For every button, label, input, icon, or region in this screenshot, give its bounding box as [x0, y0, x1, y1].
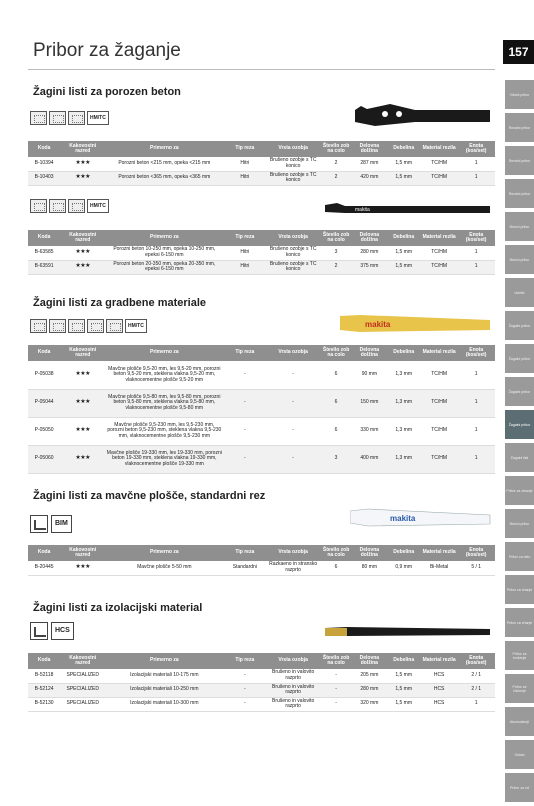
- side-tab[interactable]: Pribor za vrt: [505, 773, 534, 802]
- saw-blade-black-large: [355, 100, 495, 130]
- column-header: Tip reza: [223, 653, 266, 669]
- column-header: Delovna dolžina: [352, 345, 386, 361]
- table-cell: -: [223, 697, 266, 711]
- table-cell: TC/HM: [421, 171, 458, 185]
- column-header: Enota (kos/set): [457, 345, 495, 361]
- table-cell: 2: [320, 157, 352, 171]
- table-cell: P-05050: [28, 417, 60, 445]
- insulation-icon: [30, 622, 48, 640]
- wood-icon: [30, 319, 47, 333]
- column-header: Primerno za: [105, 345, 223, 361]
- side-tab[interactable]: Pribor za brušenje: [505, 641, 534, 670]
- table-cell: 400 mm: [352, 445, 386, 473]
- drywall-icon: [49, 319, 66, 333]
- table-cell: 80 mm: [352, 561, 386, 575]
- column-header: Enota (kos/set): [457, 141, 495, 157]
- column-header: Tip reza: [223, 345, 266, 361]
- table-cell: Brušeno ozobje s TC konico: [266, 246, 320, 260]
- column-header: Število zob na colo: [320, 653, 352, 669]
- side-tab[interactable]: Žagalni pribor: [505, 344, 534, 373]
- table-cell: 375 mm: [352, 260, 386, 274]
- column-header: Delovna dolžina: [352, 545, 386, 561]
- table-header-row: [28, 141, 495, 157]
- side-tab[interactable]: Žagalni listi: [505, 443, 534, 472]
- table-cell: 1: [457, 389, 495, 417]
- table-cell: -: [223, 389, 266, 417]
- table-cell: 1: [457, 246, 495, 260]
- table-cell: Standardni: [223, 561, 266, 575]
- table-cell: 6: [320, 361, 352, 389]
- table-cell: -: [266, 445, 320, 473]
- column-header: Tip reza: [223, 545, 266, 561]
- table-drywall: [28, 545, 495, 576]
- column-header: Material rezila: [421, 653, 458, 669]
- material-icons-3: [30, 319, 147, 333]
- table-cell: Mavčne plošče 9,5-230 mm, les 9,5-230 mm, porozni beton 9,5-230 mm, steklena vlakna 9,5-230 mm, vlaknocementne plošče 9,5-230 mm: [105, 417, 223, 445]
- table-cell: ★★★: [60, 157, 105, 171]
- table-cell: Porozni beton <215 mm, opeka <215 mm: [105, 157, 223, 171]
- table-cell: Izolacijski materiali 10-250 mm: [105, 683, 223, 697]
- table-cell: TC/HM: [421, 361, 458, 389]
- table-cell: 1: [457, 171, 495, 185]
- table-cell: ★★★: [60, 417, 105, 445]
- table-row: [28, 697, 495, 711]
- table-cell: TC/HM: [421, 417, 458, 445]
- table-row: [28, 669, 495, 683]
- table-header-row: [28, 345, 495, 361]
- blade-brand-text: makita: [390, 514, 416, 523]
- table-cell: ★★★: [60, 389, 105, 417]
- table-cell: Brušeno ozobje s TC konico: [266, 171, 320, 185]
- side-tab[interactable]: Izdelki: [505, 278, 534, 307]
- table-cell: -: [223, 669, 266, 683]
- table-cell: 1,5 mm: [387, 171, 421, 185]
- table-cell: 1,5 mm: [387, 697, 421, 711]
- hcs-badge: HCS: [51, 622, 74, 640]
- table-row: [28, 445, 495, 473]
- table-cell: 5 / 1: [457, 561, 495, 575]
- table-cell: HCS: [421, 669, 458, 683]
- table-cell: 1,3 mm: [387, 389, 421, 417]
- tile-icon: [49, 199, 66, 213]
- side-tab[interactable]: Pribor za čiščenje: [505, 674, 534, 703]
- side-tab[interactable]: Rezalni pribor: [505, 146, 534, 175]
- table-cell: B-63585: [28, 246, 60, 260]
- side-tab[interactable]: Pribor za oblanje: [505, 476, 534, 505]
- column-header: Število zob na colo: [320, 230, 352, 246]
- table-cell: B-10394: [28, 157, 60, 171]
- table-cell: 280 mm: [352, 246, 386, 260]
- table-cell: 1: [457, 157, 495, 171]
- hm-tc-badge: HM/TC: [87, 111, 109, 125]
- table-cell: 330 mm: [352, 417, 386, 445]
- table-cell: Porozni beton 10-250 mm, opeka 10-250 mm, epeksi 6-150 mm: [105, 246, 223, 260]
- column-header: Koda: [28, 545, 60, 561]
- table-cell: 1: [457, 697, 495, 711]
- table-cell: B-63591: [28, 260, 60, 274]
- column-header: Število zob na colo: [320, 545, 352, 561]
- table-porous-concrete-2: [28, 230, 495, 275]
- side-tab[interactable]: Rezalni pribor: [505, 113, 534, 142]
- table-cell: Mavčne plošče 9,5-20 mm, les 9,5-20 mm, porozni beton 9,5-20 mm, steklena vlakna 9,5-20 mm, vlaknocementne plošče 9,5-20 mm: [105, 361, 223, 389]
- column-header: Material rezila: [421, 545, 458, 561]
- side-tab[interactable]: Akumulatorji: [505, 707, 534, 736]
- table-cell: 3: [320, 246, 352, 260]
- table-cell: ★★★: [60, 561, 105, 575]
- table-cell: Hitri: [223, 171, 266, 185]
- table-cell: Mavčne plošče 19-330 mm, les 19-330 mm, porozni beton 19-330 mm, steklena vlakna 19-330 mm, vlaknocementne plošče 19-330 mm: [105, 445, 223, 473]
- table-cell: 205 mm: [352, 669, 386, 683]
- table-porous-concrete-1: [28, 141, 495, 186]
- table-cell: Porozni beton 20-350 mm, opeka 20-350 mm, epeksi 6-150 mm: [105, 260, 223, 274]
- table-header-row: [28, 230, 495, 246]
- table-cell: -: [223, 683, 266, 697]
- column-header: Debelina: [387, 345, 421, 361]
- table-row: [28, 260, 495, 274]
- table-row: [28, 171, 495, 185]
- column-header: Material rezila: [421, 230, 458, 246]
- table-cell: SPECIALIZED: [60, 683, 105, 697]
- epoxy-icon: [68, 199, 85, 213]
- material-icons-2: [30, 199, 109, 213]
- side-tab[interactable]: Ostalo: [505, 740, 534, 769]
- column-header: Vrsta ozobja: [266, 345, 320, 361]
- table-row: [28, 561, 495, 575]
- table-row: [28, 361, 495, 389]
- table-cell: Hitri: [223, 260, 266, 274]
- saw-blade-insulation: [325, 624, 495, 640]
- brick-icon: [30, 199, 47, 213]
- table-row: [28, 389, 495, 417]
- column-header: Enota (kos/set): [457, 653, 495, 669]
- column-header: Primerno za: [105, 141, 223, 157]
- column-header: Enota (kos/set): [457, 545, 495, 561]
- table-cell: 1: [457, 361, 495, 389]
- block-icon: [49, 111, 66, 125]
- table-cell: P-05038: [28, 361, 60, 389]
- column-header: Tip reza: [223, 230, 266, 246]
- table-cell: Brušeno in valovito razprto: [266, 697, 320, 711]
- hm-tc-badge: HM/TC: [125, 319, 147, 333]
- wall-icon: [68, 111, 85, 125]
- table-cell: P-05044: [28, 389, 60, 417]
- table-header-row: [28, 545, 495, 561]
- side-tabs: [505, 80, 534, 806]
- table-cell: 1,3 mm: [387, 361, 421, 389]
- table-cell: -: [266, 389, 320, 417]
- column-header: Vrsta ozobja: [266, 653, 320, 669]
- table-cell: Hitri: [223, 157, 266, 171]
- table-cell: B-52130: [28, 697, 60, 711]
- table-cell: 1: [457, 417, 495, 445]
- saw-blade-yellow: [340, 312, 495, 336]
- table-cell: -: [320, 683, 352, 697]
- table-cell: Bi-Metal: [421, 561, 458, 575]
- table-cell: TC/HM: [421, 157, 458, 171]
- column-header: Delovna dolžina: [352, 653, 386, 669]
- column-header: Material rezila: [421, 345, 458, 361]
- saw-blade-white: [350, 505, 495, 531]
- table-cell: 0,9 mm: [387, 561, 421, 575]
- table-cell: 6: [320, 561, 352, 575]
- column-header: Debelina: [387, 141, 421, 157]
- table-cell: 287 mm: [352, 157, 386, 171]
- section-title-drywall: Žagini listi za mavčne plošče, standardni rez: [33, 490, 266, 502]
- table-cell: Mavčne plošče 5-50 mm: [105, 561, 223, 575]
- page-number: 157: [503, 40, 534, 64]
- material-icons-4: [30, 515, 72, 533]
- section-title-insulation: Žagini listi za izolacijski material: [33, 602, 203, 614]
- table-cell: -: [266, 417, 320, 445]
- stoneware-icon: [87, 319, 104, 333]
- column-header: Koda: [28, 345, 60, 361]
- table-cell: Izolacijski materiali 10-175 mm: [105, 669, 223, 683]
- fiber-icon: [68, 319, 85, 333]
- column-header: Debelina: [387, 653, 421, 669]
- cement-icon: [106, 319, 123, 333]
- table-row: [28, 246, 495, 260]
- column-header: Enota (kos/set): [457, 230, 495, 246]
- table-cell: 2: [320, 171, 352, 185]
- table-cell: Hitri: [223, 246, 266, 260]
- table-cell: 1: [457, 260, 495, 274]
- side-tab[interactable]: Brusni pribor: [505, 509, 534, 538]
- table-row: [28, 157, 495, 171]
- table-cell: P-05060: [28, 445, 60, 473]
- table-cell: TC/HM: [421, 260, 458, 274]
- table-cell: B-52124: [28, 683, 60, 697]
- table-cell: -: [223, 361, 266, 389]
- hm-tc-badge: HM/TC: [87, 199, 109, 213]
- table-cell: TC/HM: [421, 389, 458, 417]
- table-cell: B-52118: [28, 669, 60, 683]
- column-header: Kakovostni razred: [60, 141, 105, 157]
- table-cell: 1,3 mm: [387, 417, 421, 445]
- column-header: Primerno za: [105, 545, 223, 561]
- column-header: Vrsta ozobja: [266, 141, 320, 157]
- section-title-porous-concrete: Žagini listi za porozen beton: [33, 86, 181, 98]
- title-rule: [28, 69, 495, 70]
- table-cell: ★★★: [60, 246, 105, 260]
- table-cell: -: [223, 417, 266, 445]
- table-cell: 420 mm: [352, 171, 386, 185]
- column-header: Debelina: [387, 230, 421, 246]
- column-header: Kakovostni razred: [60, 653, 105, 669]
- column-header: Debelina: [387, 545, 421, 561]
- table-cell: ★★★: [60, 361, 105, 389]
- table-cell: -: [320, 697, 352, 711]
- table-cell: Razkaeno in stransko razprto: [266, 561, 320, 575]
- table-cell: 1,5 mm: [387, 260, 421, 274]
- side-tab[interactable]: Žagalni pribor: [505, 311, 534, 340]
- table-cell: 6: [320, 389, 352, 417]
- table-cell: 2 / 1: [457, 669, 495, 683]
- table-cell: Porozni beton <365 mm, opeka <365 mm: [105, 171, 223, 185]
- table-cell: Izolacijski materiali 10-300 mm: [105, 697, 223, 711]
- side-tab[interactable]: Brusni pribor: [505, 212, 534, 241]
- table-cell: B-10403: [28, 171, 60, 185]
- table-cell: -: [266, 361, 320, 389]
- table-cell: 1,5 mm: [387, 246, 421, 260]
- column-header: Tip reza: [223, 141, 266, 157]
- table-cell: Brušeno in valovito razprto: [266, 683, 320, 697]
- blade-brand-text: makita: [355, 207, 370, 213]
- table-cell: 3: [320, 445, 352, 473]
- table-cell: Mavčne plošče 9,5-80 mm, les 9,5-80 mm, porozni beton 9,5-80 mm, steklena vlakna 9,5-80 mm, vlaknocementne plošče 9,5-80 mm: [105, 389, 223, 417]
- table-cell: ★★★: [60, 171, 105, 185]
- side-tab[interactable]: Vrtalni pribor: [505, 80, 534, 109]
- column-header: Delovna dolžina: [352, 141, 386, 157]
- table-cell: HCS: [421, 683, 458, 697]
- table-cell: HCS: [421, 697, 458, 711]
- table-cell: TC/HM: [421, 246, 458, 260]
- table-cell: -: [223, 445, 266, 473]
- table-cell: 320 mm: [352, 697, 386, 711]
- column-header: Primerno za: [105, 230, 223, 246]
- table-cell: 2: [320, 260, 352, 274]
- bim-badge: BIM: [51, 515, 72, 533]
- table-cell: 150 mm: [352, 389, 386, 417]
- side-tab[interactable]: Pribor za delo: [505, 542, 534, 571]
- side-tab[interactable]: Pribor za vrtanje: [505, 608, 534, 637]
- column-header: Material rezila: [421, 141, 458, 157]
- side-tab[interactable]: Žagalni pribor: [505, 410, 534, 439]
- table-cell: 1,3 mm: [387, 445, 421, 473]
- material-icons-1: [30, 111, 109, 125]
- brick-icon: [30, 111, 47, 125]
- saw-blade-black-long: [325, 200, 495, 218]
- column-header: Primerno za: [105, 653, 223, 669]
- side-tab[interactable]: Žagalni pribor: [505, 377, 534, 406]
- table-header-row: [28, 653, 495, 669]
- column-header: Kakovostni razred: [60, 230, 105, 246]
- drywall-icon: [30, 515, 48, 533]
- column-header: Koda: [28, 653, 60, 669]
- table-cell: Brušeno ozobje s TC konico: [266, 260, 320, 274]
- table-cell: 1,5 mm: [387, 683, 421, 697]
- column-header: Vrsta ozobja: [266, 545, 320, 561]
- material-icons-5: [30, 622, 74, 640]
- table-cell: 90 mm: [352, 361, 386, 389]
- table-cell: 1: [457, 445, 495, 473]
- table-row: [28, 683, 495, 697]
- column-header: Koda: [28, 230, 60, 246]
- table-cell: -: [320, 669, 352, 683]
- table-cell: 280 mm: [352, 683, 386, 697]
- column-header: Koda: [28, 141, 60, 157]
- column-header: Kakovostni razred: [60, 545, 105, 561]
- column-header: Delovna dolžina: [352, 230, 386, 246]
- table-building-materials: [28, 345, 495, 474]
- blade-brand-text: makita: [365, 320, 391, 329]
- table-cell: SPECIALIZED: [60, 697, 105, 711]
- side-tab[interactable]: Rezalni pribor: [505, 179, 534, 208]
- column-header: Število zob na colo: [320, 345, 352, 361]
- column-header: Število zob na colo: [320, 141, 352, 157]
- column-header: Kakovostni razred: [60, 345, 105, 361]
- table-cell: 1,5 mm: [387, 157, 421, 171]
- table-cell: 2 / 1: [457, 683, 495, 697]
- table-insulation: [28, 653, 495, 712]
- side-tab[interactable]: Pribor za vrtanje: [505, 575, 534, 604]
- table-cell: ★★★: [60, 445, 105, 473]
- table-cell: ★★★: [60, 260, 105, 274]
- table-row: [28, 417, 495, 445]
- table-cell: Brušeno ozobje s TC konico: [266, 157, 320, 171]
- table-cell: SPECIALIZED: [60, 669, 105, 683]
- table-cell: Brušeno in valovito razprto: [266, 669, 320, 683]
- table-cell: 6: [320, 417, 352, 445]
- table-cell: TC/HM: [421, 445, 458, 473]
- page-title: Pribor za žaganje: [33, 40, 181, 61]
- section-title-building-materials: Žagini listi za gradbene materiale: [33, 297, 206, 309]
- table-cell: B-20445: [28, 561, 60, 575]
- table-cell: 1,5 mm: [387, 669, 421, 683]
- side-tab[interactable]: Brusni pribor: [505, 245, 534, 274]
- column-header: Vrsta ozobja: [266, 230, 320, 246]
